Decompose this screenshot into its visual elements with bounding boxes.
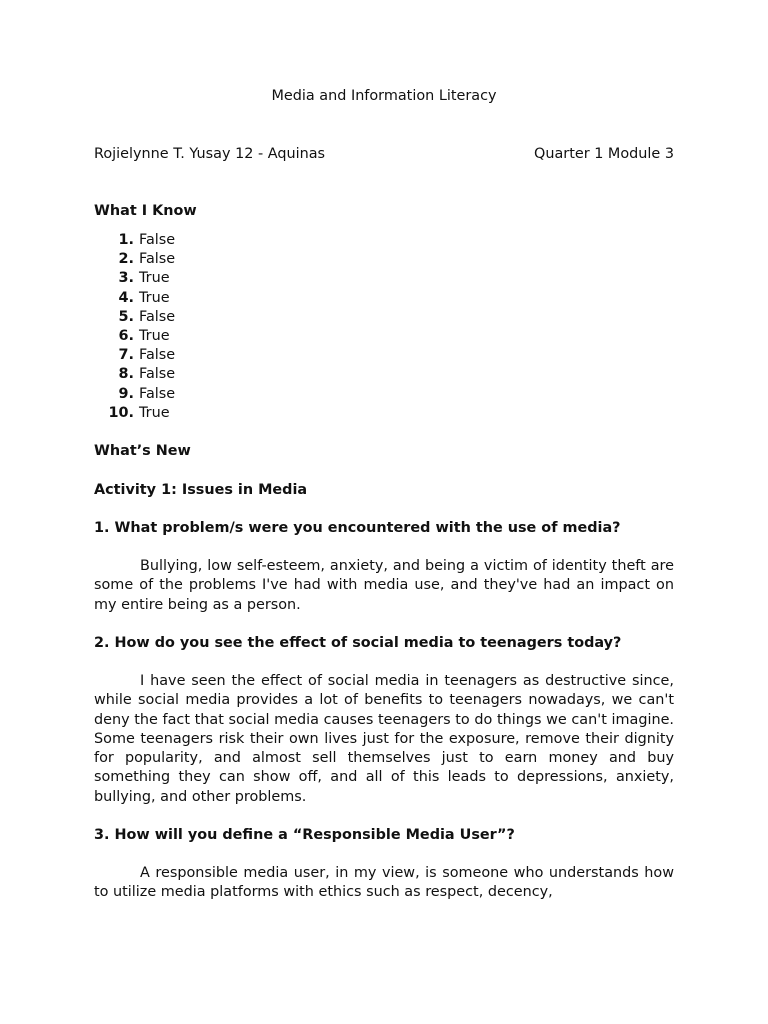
question-1: 1. What problem/s were you encountered with the use of media? [94,520,621,536]
answer-1: Bullying, low self-esteem, anxiety, and being a victim of identity theft are some of the problems I've had with media use, and they've had an impact on my entire being as a person. [94,558,674,613]
list-item: 10. True [108,404,170,421]
quarter-module: Quarter 1 Module 3 [534,146,674,162]
section-heading-what-i-know: What I Know [94,203,197,219]
list-item: 2. False [118,251,176,268]
list-item: 9. False [118,385,176,402]
document-title: Media and Information Literacy [271,88,497,104]
answer-list [94,231,175,423]
list-item: 4. True [118,289,170,306]
question-3: 3. How will you define a “Responsible Media User”? [94,827,515,843]
answer-2: I have seen the effect of social media in teenagers as destructive since, while social media provides a lot of benefits to teenagers nowadays, we can't deny the fact that social media causes teenagers to do things we can't imagine. Some teenagers risk their own lives just for the exposure, remove their dignity for popularity, and almost sell themselves just to earn money and buy something they can show off, and all of this leads to depressions, anxiety, bullying, and other problems. [94,673,674,805]
list-item: 5. False [118,308,176,325]
list-item: 8. False [118,366,176,383]
list-item: 3. True [118,270,170,287]
answer-3: A responsible media user, in my view, is someone who understands how to utilize media platforms with ethics such as respect, decency, [94,865,674,901]
list-item: 7. False [118,347,176,364]
section-heading-whats-new: What’s New [94,443,191,459]
student-name: Rojielynne T. Yusay 12 - Aquinas [94,146,326,162]
question-2: 2. How do you see the effect of social media to teenagers today? [94,635,622,651]
list-item: 6. True [118,327,170,344]
list-item: 1. False [118,232,176,248]
activity-heading: Activity 1: Issues in Media [94,482,308,498]
